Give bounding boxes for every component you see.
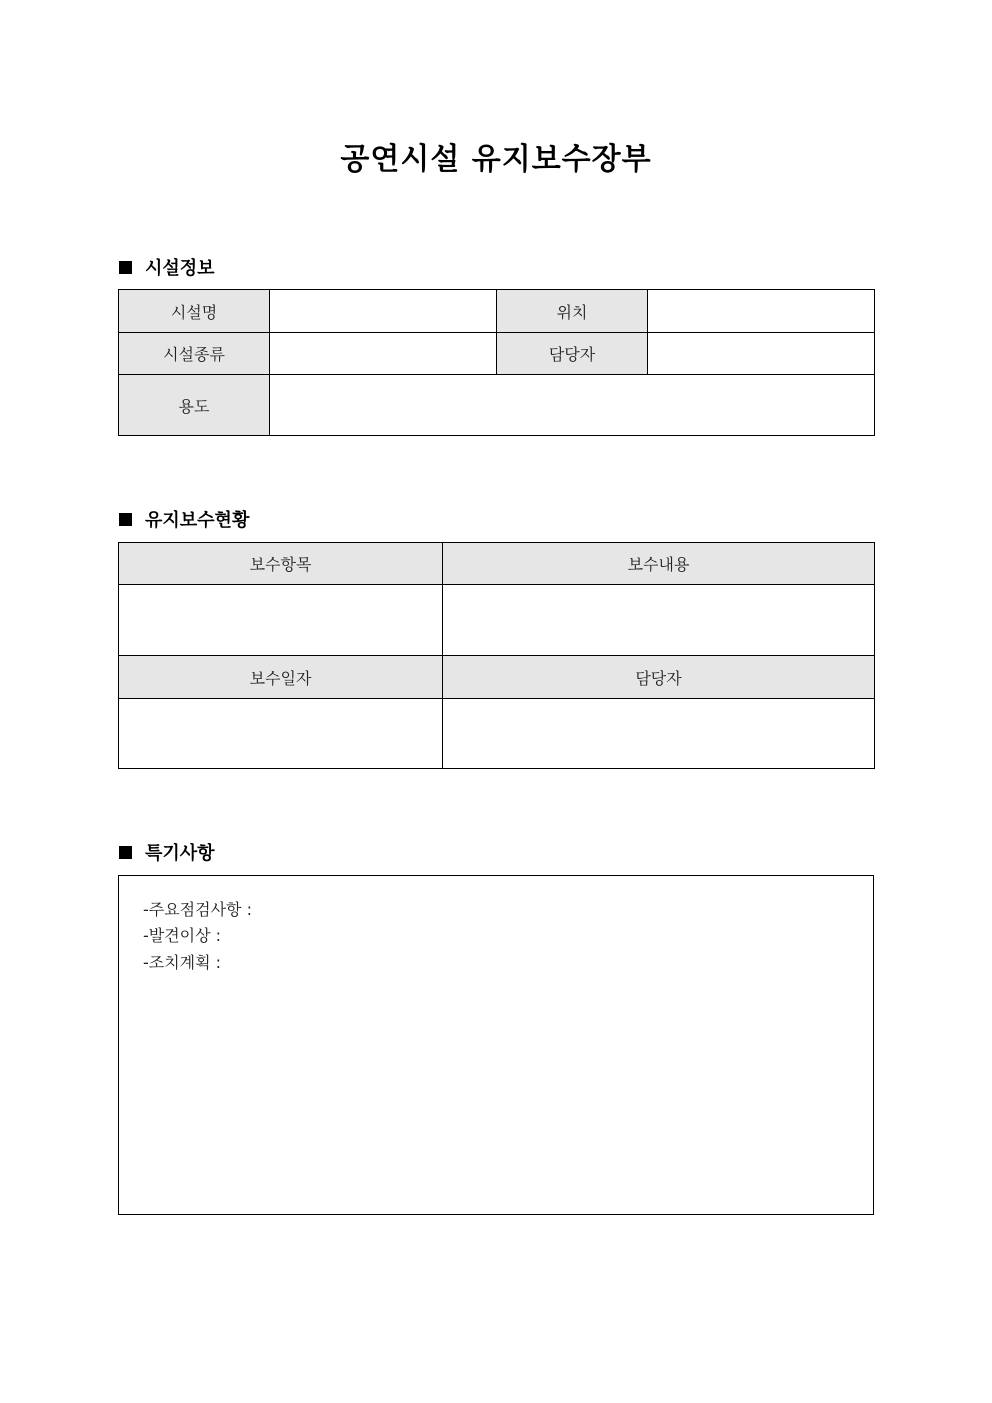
header-repair-date: 보수일자 xyxy=(119,656,443,699)
label-facility-type: 시설종류 xyxy=(119,333,270,375)
repair-manager-field[interactable] xyxy=(443,699,875,769)
repair-item-field[interactable] xyxy=(119,585,443,656)
repair-date-field[interactable] xyxy=(119,699,443,769)
note-action-plan: -조치계획 : xyxy=(143,953,222,972)
section-heading: 시설정보 xyxy=(145,258,215,279)
header-repair-item: 보수항목 xyxy=(119,543,443,585)
section-heading: 유지보수현황 xyxy=(145,510,250,531)
section-facility-info xyxy=(119,254,215,280)
section-special-notes xyxy=(119,839,215,865)
label-location: 위치 xyxy=(497,290,648,333)
facility-info-table xyxy=(118,289,875,436)
maintenance-table xyxy=(118,542,875,769)
square-bullet-icon xyxy=(119,513,132,526)
purpose-field[interactable] xyxy=(270,375,875,436)
note-key-inspection: -주요점검사항 : xyxy=(143,900,252,919)
manager-field[interactable] xyxy=(648,333,875,375)
facility-type-field[interactable] xyxy=(270,333,497,375)
special-notes-box[interactable] xyxy=(118,875,874,1215)
location-field[interactable] xyxy=(648,290,875,333)
header-repair-content: 보수내용 xyxy=(443,543,875,585)
square-bullet-icon xyxy=(119,846,132,859)
section-heading: 특기사항 xyxy=(145,843,215,864)
facility-name-field[interactable] xyxy=(270,290,497,333)
page-title: 공연시설 유지보수장부 xyxy=(340,142,652,177)
label-manager: 담당자 xyxy=(497,333,648,375)
note-abnormality-found: -발견이상 : xyxy=(143,926,222,945)
header-manager: 담당자 xyxy=(443,656,875,699)
square-bullet-icon xyxy=(119,261,132,274)
repair-content-field[interactable] xyxy=(443,585,875,656)
section-maintenance-status xyxy=(119,506,249,532)
label-purpose: 용도 xyxy=(119,375,270,436)
label-facility-name: 시설명 xyxy=(119,290,270,333)
